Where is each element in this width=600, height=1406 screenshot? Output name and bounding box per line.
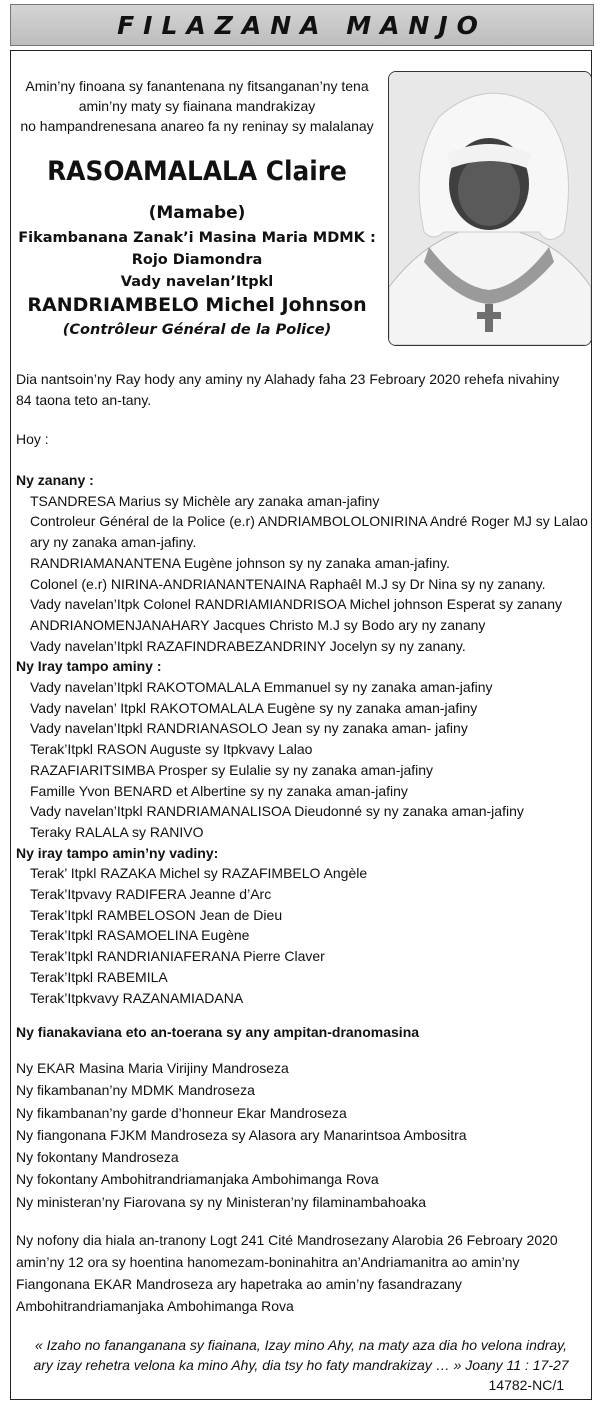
funeral-details (16, 1229, 590, 1317)
list-item: Terak’ Itpkl RAZAKA Michel sy RAZAFIMBELO Angèle (30, 865, 368, 882)
hoy-label: Hoy : (16, 431, 49, 447)
list-item: Vady navelan’Itpkl RANDRIANASOLO Jean sy ny zanaka aman- jafiny (30, 720, 468, 737)
list-item: Ny fiangonana FJKM Mandroseza sy Alasora ary Manarintsoa Ambositra (16, 1126, 467, 1143)
quote-line: ary izay rehetra velona ka mino Ahy, dia tsy ho faty mandrakizay … » Joany 11 : 17-27 (33, 1357, 569, 1373)
list-item: Terak’Itpkl RASAMOELINA Eugène (30, 927, 250, 944)
list-item: Ny EKAR Masina Maria Virijiny Mandroseza (16, 1060, 289, 1076)
list-item: Vady navelan’Itpkl RANDRIAMANALISOA Dieudonné sy ny zanaka aman-jafiny (30, 803, 524, 820)
header-title: FILAZANA MANJO (117, 10, 487, 40)
list-item: Terak’Itpvavy RADIFERA Jeanne d’Arc (30, 886, 272, 903)
deceased-name: RASOAMALALA Claire (47, 156, 347, 187)
reference-number: 14782-NC/1 (488, 1377, 564, 1393)
header-banner (10, 4, 594, 46)
list-item: Vady navelan’Itpkl RAKOTOMALALA Emmanuel sy ny zanaka aman-jafiny (30, 679, 493, 696)
spouse-name: RANDRIAMBELO Michel Johnson (27, 294, 367, 316)
portrait-drawing (389, 72, 591, 345)
list-item: Ny fokontany Mandroseza (16, 1149, 179, 1166)
association-member: Rojo Diamondra (131, 252, 263, 268)
list-item: RANDRIAMANANTENA Eugène johnson sy ny zanaka aman-jafiny. (30, 554, 450, 571)
list-item: Controleur Général de la Police (e.r) ANDRIAMBOLOLONIRINA André Roger MJ sy Lalao (30, 513, 588, 530)
intro-line: Amin’ny finoana sy fanantenana ny fitsanganan’ny tena (25, 78, 369, 94)
list-item: ANDRIANOMENJANAHARY Jacques Christo M.J sy Bodo ary ny zanany (30, 616, 486, 633)
spouse-position: (Contrôleur Général de la Police) (62, 322, 332, 338)
announcement-line: 84 taona teto an-tany. (16, 391, 152, 408)
funeral-line: Ambohitrandriamanjaka Ambohimanga Rova (16, 1298, 294, 1314)
funeral-line: Ny nofony dia hiala an-tranony Logt 241 Cité Mandrosezany Alarobia 26 Febroary 2020 (16, 1232, 558, 1248)
list-item: RAZAFIARITSIMBA Prosper sy Eulalie sy ny zanaka aman-jafiny (30, 761, 434, 778)
list-item: Terak’Itpkl RASON Auguste sy Itpkvavy Lalao (30, 741, 313, 758)
spouse-siblings-heading: Ny iray tampo amin’ny vadiny: (16, 844, 219, 861)
list-item: Terak’Itpkl RABEMILA (30, 968, 168, 985)
deceased-portrait (388, 71, 592, 346)
relatives-heading: Ny fianakaviana eto an-toerana sy any ampitan-dranomasina (16, 1024, 420, 1040)
list-item: Terak’Itpkl RANDRIANIAFERANA Pierre Claver (30, 948, 325, 965)
family-list (16, 470, 590, 1008)
intro-line: no hampandrenesana anareo fa ny reninay sy malalanay (20, 118, 374, 134)
list-item: Teraky RALALA sy RANIVO (30, 823, 204, 840)
list-item: Ny fikambanan’ny garde d’honneur Ekar Mandroseza (16, 1104, 347, 1121)
spouse-title: Vady navelan’Itpkl (120, 274, 274, 290)
association-line: Fikambanana Zanak’i Masina Maria MDMK : (18, 230, 376, 246)
siblings-heading: Ny Iray tampo aminy : (16, 658, 162, 675)
scripture-quote (16, 1335, 586, 1375)
list-item: Vady navelan’ Itpkl RAKOTOMALALA Eugène sy ny zanaka aman-jafiny (30, 699, 478, 716)
intro-line: amin’ny maty sy fiainana mandrakizay (78, 98, 316, 114)
announcement-line: Dia nantsoin’ny Ray hody any aminy ny Alahady faha 23 Febroary 2020 rehefa nivahiny (16, 371, 560, 387)
intro-text (16, 76, 378, 136)
list-item: Ny fikambanan’ny MDMK Mandroseza (16, 1082, 255, 1099)
nickname: (Mamabe) (148, 203, 246, 223)
list-item: TSANDRESA Marius sy Michèle ary zanaka aman-jafiny (30, 492, 380, 509)
list-item: Ny fokontany Ambohitrandriamanjaka Ambohimanga Rova (16, 1171, 379, 1188)
list-item: Terak’Itpkl RAMBELOSON Jean de Dieu (30, 906, 283, 923)
announcement (16, 369, 590, 410)
organizations-list (16, 1057, 590, 1213)
list-item: Vady navelan’Itpk Colonel RANDRIAMIANDRISOA Michel johnson Esperat sy zanany (30, 596, 562, 613)
funeral-line: amin’ny 12 ora sy hoentina hanomezam-boninahitra an’Andriamanitra ao amin’ny (16, 1254, 520, 1270)
children-heading: Ny zanany : (16, 472, 94, 488)
list-item: Terak’Itpkvavy RAZANAMIADANA (30, 989, 244, 1006)
list-item: Famille Yvon BENARD et Albertine sy ny zanaka aman-jafiny (30, 782, 408, 799)
list-item: Colonel (e.r) NIRINA-ANDRIANANTENAINA Raphaêl M.J sy Dr Nina sy ny zanany. (30, 575, 546, 592)
funeral-line: Fiangonana EKAR Mandroseza ary hapetraka ao amin’ny fasandrazany (16, 1276, 462, 1292)
list-item: ary ny zanaka aman-jafiny. (30, 534, 197, 551)
list-item: Ny ministeran’ny Fiarovana sy ny Ministeran’ny filaminambahoaka (16, 1193, 427, 1210)
list-item: Vady navelan’Itpkl RAZAFINDRABEZANDRINY Jocelyn sy ny zanany. (30, 637, 466, 654)
quote-line: « Izaho no fananganana sy fiainana, Izay mino Ahy, na maty aza dia ho velona indray, (34, 1337, 568, 1353)
